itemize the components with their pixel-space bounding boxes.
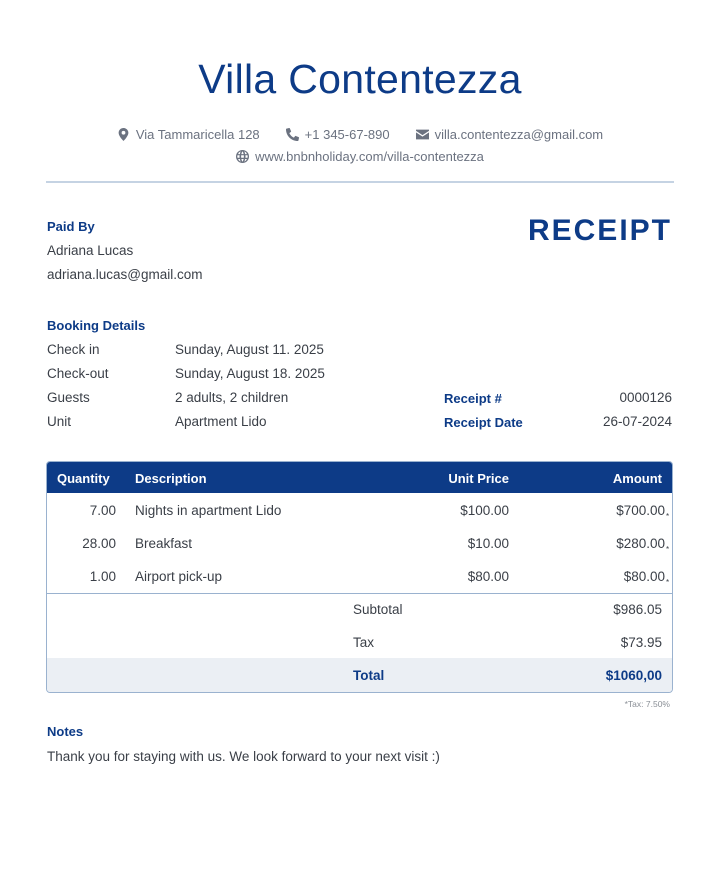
header-divider [46,181,674,183]
contact-info-row [0,127,720,142]
website-row [0,149,720,164]
globe-icon [236,150,249,163]
booking-value-checkout: Sunday, August 18. 2025 [175,366,325,381]
notes-label: Notes [47,724,84,739]
email-text: villa.contentezza@gmail.com [434,127,604,142]
item-description: Airport pick-up [135,569,223,584]
receipt-number-label: Receipt # [444,391,502,406]
booking-value-checkin: Sunday, August 11. 2025 [175,342,324,357]
tax-label: Tax [353,635,375,650]
subtotal-value: $986.05 [613,602,662,617]
receipt-title: RECEIPT [527,214,672,247]
header-unit-price: Unit Price [448,471,509,486]
booking-label-checkout: Check-out [47,366,109,381]
header-quantity: Quantity [57,471,110,486]
receipt-date-label: Receipt Date [444,415,523,430]
table-row [47,527,672,560]
tax-value: $73.95 [620,635,662,650]
item-quantity: 7.00 [89,503,116,518]
item-amount: $80.00 * [623,569,670,587]
payer-name: Adriana Lucas [47,243,134,258]
item-description: Nights in apartment Lido [135,503,282,518]
item-unit-price: $10.00 [467,536,509,551]
header-amount: Amount [612,471,662,486]
phone-text: +1 345-67-890 [304,127,390,142]
tax-row [47,626,672,659]
phone-icon [286,128,299,141]
item-quantity: 1.00 [89,569,116,584]
email-item [416,127,604,142]
website-item [236,149,484,164]
address-item [117,127,260,142]
booking-details-label: Booking Details [47,318,146,333]
booking-label-guests: Guests [47,390,90,405]
total-value: $1060,00 [605,668,662,683]
tax-note: *Tax: 7.50% [624,699,670,709]
item-amount: $280.00 * [616,536,670,554]
item-description: Breakfast [135,536,193,551]
receipt-number: 0000126 [619,390,672,405]
table-row [47,494,672,527]
item-unit-price: $100.00 [460,503,509,518]
mail-icon [416,128,429,141]
item-amount: $700.00 * [616,503,670,521]
booking-value-guests: 2 adults, 2 children [175,390,289,405]
booking-label-unit: Unit [47,414,72,429]
page-title: Villa Contentezza [198,56,522,102]
subtotal-label: Subtotal [353,602,403,617]
location-icon [117,128,130,141]
total-label: Total [353,668,385,683]
subtotal-row [47,593,672,626]
total-row [47,658,672,693]
table-header [47,462,672,493]
line-items-table [46,461,673,693]
item-unit-price: $80.00 [467,569,509,584]
website-text: www.bnbnholiday.com/villa-contentezza [255,149,484,164]
paid-by-label: Paid By [47,219,95,234]
item-quantity: 28.00 [82,536,116,551]
phone-item [286,127,390,142]
table-row [47,560,672,593]
booking-value-unit: Apartment Lido [175,414,267,429]
payer-email: adriana.lucas@gmail.com [47,267,203,282]
address-text: Via Tammaricella 128 [135,127,260,142]
header-description: Description [135,471,207,486]
receipt-date: 26-07-2024 [602,414,672,429]
notes-text: Thank you for staying with us. We look forward to your next visit :) [47,749,440,764]
booking-label-checkin: Check in [47,342,100,357]
